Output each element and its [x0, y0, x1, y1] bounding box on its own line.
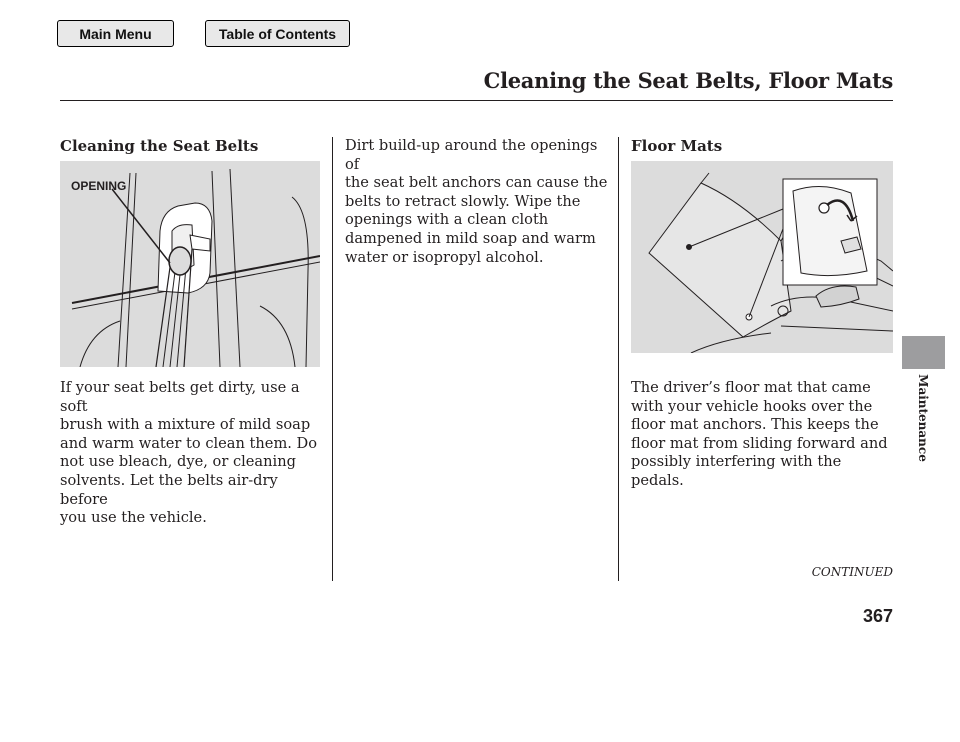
seat-belts-paragraph: If your seat belts get dirty, use a soft brush with a mixture of mild soap and warm water to clean them. Do not use bleach, dye, or cleaning solvents. Let the belts air-dry before you use the vehicle.	[60, 379, 318, 527]
main-menu-button[interactable]: Main Menu	[57, 20, 174, 47]
continued-label: CONTINUED	[811, 565, 893, 579]
floor-mats-heading: Floor Mats	[631, 137, 723, 155]
seat-belts-heading: Cleaning the Seat Belts	[60, 137, 259, 155]
anchor-cleaning-paragraph: Dirt build-up around the openings of the seat belt anchors can cause the belts to retract slowly. Wipe the openings with a clean cloth dampened in mild soap and warm water or isopropyl alcohol.	[345, 137, 608, 266]
table-of-contents-button[interactable]: Table of Contents	[205, 20, 350, 47]
floor-mats-paragraph: The driver’s floor mat that came with your vehicle hooks over the floor mat anchors. This keeps the floor mat from sliding forward and possibly interfering with the pedals.	[631, 379, 888, 489]
title-divider	[60, 100, 893, 101]
opening-label: OPENING	[71, 179, 127, 193]
section-tab-marker	[902, 336, 945, 369]
seat-belt-illustration	[60, 161, 320, 367]
page-title: Cleaning the Seat Belts, Floor Mats	[483, 68, 893, 93]
section-side-label: Maintenance	[916, 374, 930, 462]
column-divider-right	[618, 137, 619, 581]
column-divider-left	[332, 137, 333, 581]
page-number: 367	[862, 606, 893, 626]
floor-mat-illustration	[631, 161, 893, 353]
floor-mat-drawing	[631, 161, 893, 353]
